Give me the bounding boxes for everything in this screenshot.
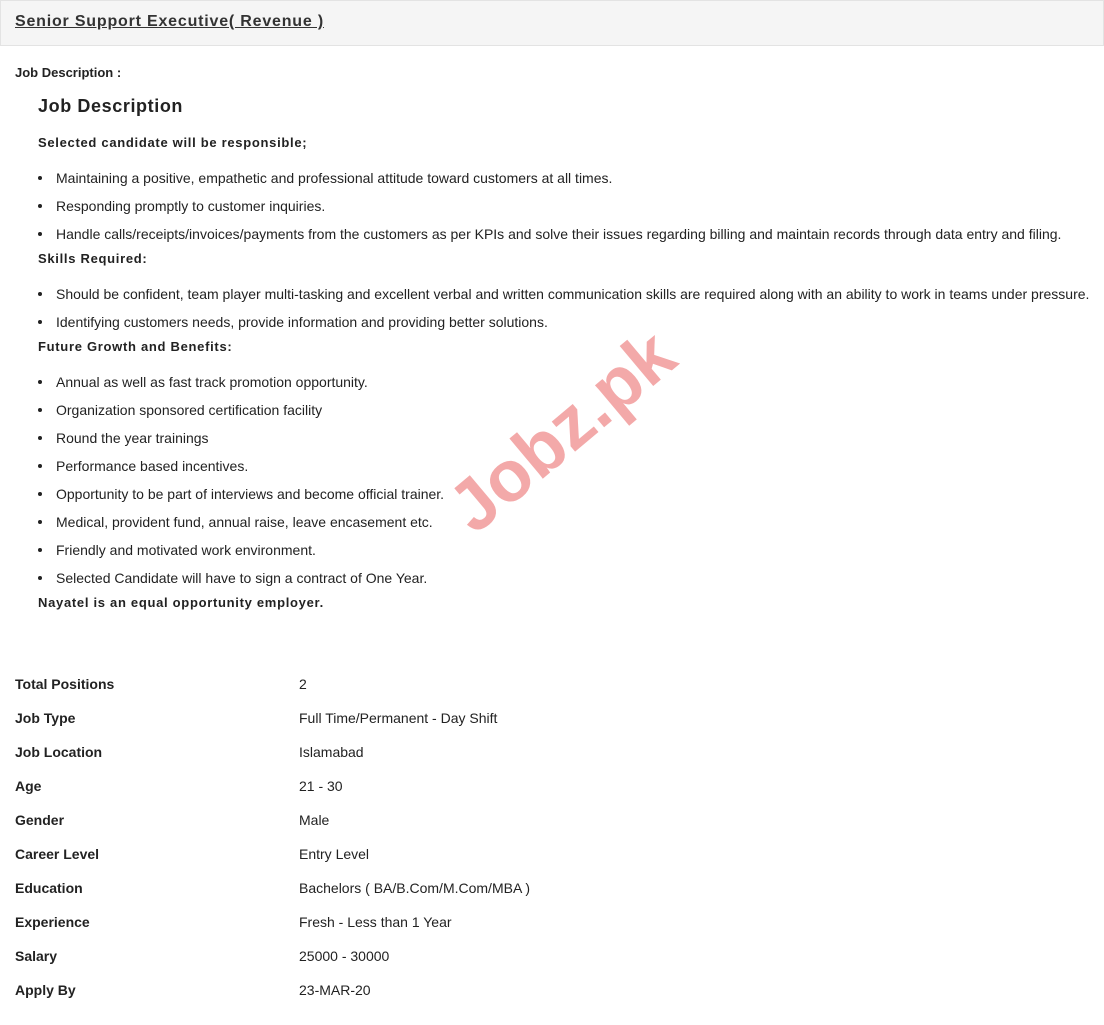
bullet-dot-icon bbox=[38, 292, 42, 296]
bullet-dot-icon bbox=[38, 320, 42, 324]
list-item bbox=[0, 396, 1104, 424]
detail-label: Job Location bbox=[15, 744, 103, 760]
skills-list bbox=[0, 280, 1104, 336]
detail-label: Salary bbox=[15, 948, 58, 964]
list-item bbox=[0, 280, 1104, 308]
list-item-text: Opportunity to be part of interviews and become official trainer. bbox=[56, 486, 445, 502]
bullet-dot-icon bbox=[38, 408, 42, 412]
list-item bbox=[0, 164, 1104, 192]
list-item bbox=[0, 480, 1104, 508]
detail-row bbox=[0, 735, 1104, 769]
job-title-link[interactable]: Senior Support Executive( Revenue ) bbox=[15, 13, 324, 30]
list-item bbox=[0, 220, 1104, 248]
bullet-dot-icon bbox=[38, 520, 42, 524]
list-item bbox=[0, 368, 1104, 396]
watermark-logo: Jobz.pk bbox=[433, 314, 691, 549]
detail-row bbox=[0, 837, 1104, 871]
detail-value: Bachelors ( BA/B.Com/M.Com/MBA ) bbox=[299, 880, 531, 896]
bullet-dot-icon bbox=[38, 548, 42, 552]
detail-label: Experience bbox=[15, 914, 90, 930]
detail-row bbox=[0, 939, 1104, 973]
list-item-text: Friendly and motivated work environment. bbox=[56, 542, 316, 558]
job-details-table bbox=[0, 667, 1104, 1007]
list-item-text: Organization sponsored certification facility bbox=[56, 402, 323, 418]
detail-value: 25000 - 30000 bbox=[299, 948, 390, 964]
list-item-text: Responding promptly to customer inquiries. bbox=[56, 198, 326, 214]
bullet-dot-icon bbox=[38, 232, 42, 236]
detail-value: Male bbox=[299, 812, 330, 828]
bullet-dot-icon bbox=[38, 492, 42, 496]
bullet-dot-icon bbox=[38, 464, 42, 468]
list-item bbox=[0, 564, 1104, 592]
detail-value: Entry Level bbox=[299, 846, 370, 862]
list-item-text: Handle calls/receipts/invoices/payments from the customers as per KPIs and solve their issues regarding billing and maintain records through data entry and filing. bbox=[56, 226, 1062, 242]
detail-value: 21 - 30 bbox=[299, 778, 343, 794]
detail-row bbox=[0, 905, 1104, 939]
list-item-text: Performance based incentives. bbox=[56, 458, 249, 474]
detail-value: Fresh - Less than 1 Year bbox=[299, 914, 452, 930]
list-item-text: Annual as well as fast track promotion opportunity. bbox=[56, 374, 368, 390]
title-bar bbox=[0, 0, 1104, 46]
bullet-dot-icon bbox=[38, 576, 42, 580]
detail-row bbox=[0, 701, 1104, 735]
detail-value: 23-MAR-20 bbox=[299, 982, 371, 998]
list-item bbox=[0, 452, 1104, 480]
bullet-dot-icon bbox=[38, 176, 42, 180]
detail-label: Career Level bbox=[15, 846, 100, 862]
skills-heading: Skills Required: bbox=[38, 251, 148, 266]
bullet-dot-icon bbox=[38, 204, 42, 208]
list-item bbox=[0, 424, 1104, 452]
detail-label: Job Type bbox=[15, 710, 76, 726]
detail-row bbox=[0, 871, 1104, 905]
description-heading: Job Description bbox=[38, 96, 184, 116]
equal-opportunity-note: Nayatel is an equal opportunity employer. bbox=[38, 595, 324, 610]
detail-value: Full Time/Permanent - Day Shift bbox=[299, 710, 498, 726]
detail-row bbox=[0, 667, 1104, 701]
list-item-text: Should be confident, team player multi-tasking and excellent verbal and written communication skills are required along with an ability to work in teams under pressure. bbox=[56, 286, 1090, 302]
detail-label: Education bbox=[15, 880, 83, 896]
detail-label: Age bbox=[15, 778, 42, 794]
benefits-list bbox=[0, 368, 1104, 592]
detail-value: 2 bbox=[299, 676, 307, 692]
list-item bbox=[0, 508, 1104, 536]
benefits-heading: Future Growth and Benefits: bbox=[38, 339, 233, 354]
responsibilities-heading: Selected candidate will be responsible; bbox=[38, 135, 308, 150]
list-item bbox=[0, 308, 1104, 336]
list-item bbox=[0, 192, 1104, 220]
list-item-text: Round the year trainings bbox=[56, 430, 209, 446]
detail-row bbox=[0, 803, 1104, 837]
detail-value: Islamabad bbox=[299, 744, 364, 760]
responsibilities-list bbox=[0, 164, 1104, 248]
list-item-text: Selected Candidate will have to sign a contract of One Year. bbox=[56, 570, 428, 586]
list-item-text: Identifying customers needs, provide information and providing better solutions. bbox=[56, 314, 548, 330]
bullet-dot-icon bbox=[38, 380, 42, 384]
list-item bbox=[0, 536, 1104, 564]
list-item-text: Medical, provident fund, annual raise, leave encasement etc. bbox=[56, 514, 433, 530]
job-description-label: Job Description : bbox=[15, 65, 122, 80]
detail-label: Gender bbox=[15, 812, 65, 828]
detail-label: Apply By bbox=[15, 982, 76, 998]
bullet-dot-icon bbox=[38, 436, 42, 440]
list-item-text: Maintaining a positive, empathetic and professional attitude toward customers at all times. bbox=[56, 170, 613, 186]
detail-row bbox=[0, 973, 1104, 1007]
detail-row bbox=[0, 769, 1104, 803]
detail-label: Total Positions bbox=[15, 676, 115, 692]
